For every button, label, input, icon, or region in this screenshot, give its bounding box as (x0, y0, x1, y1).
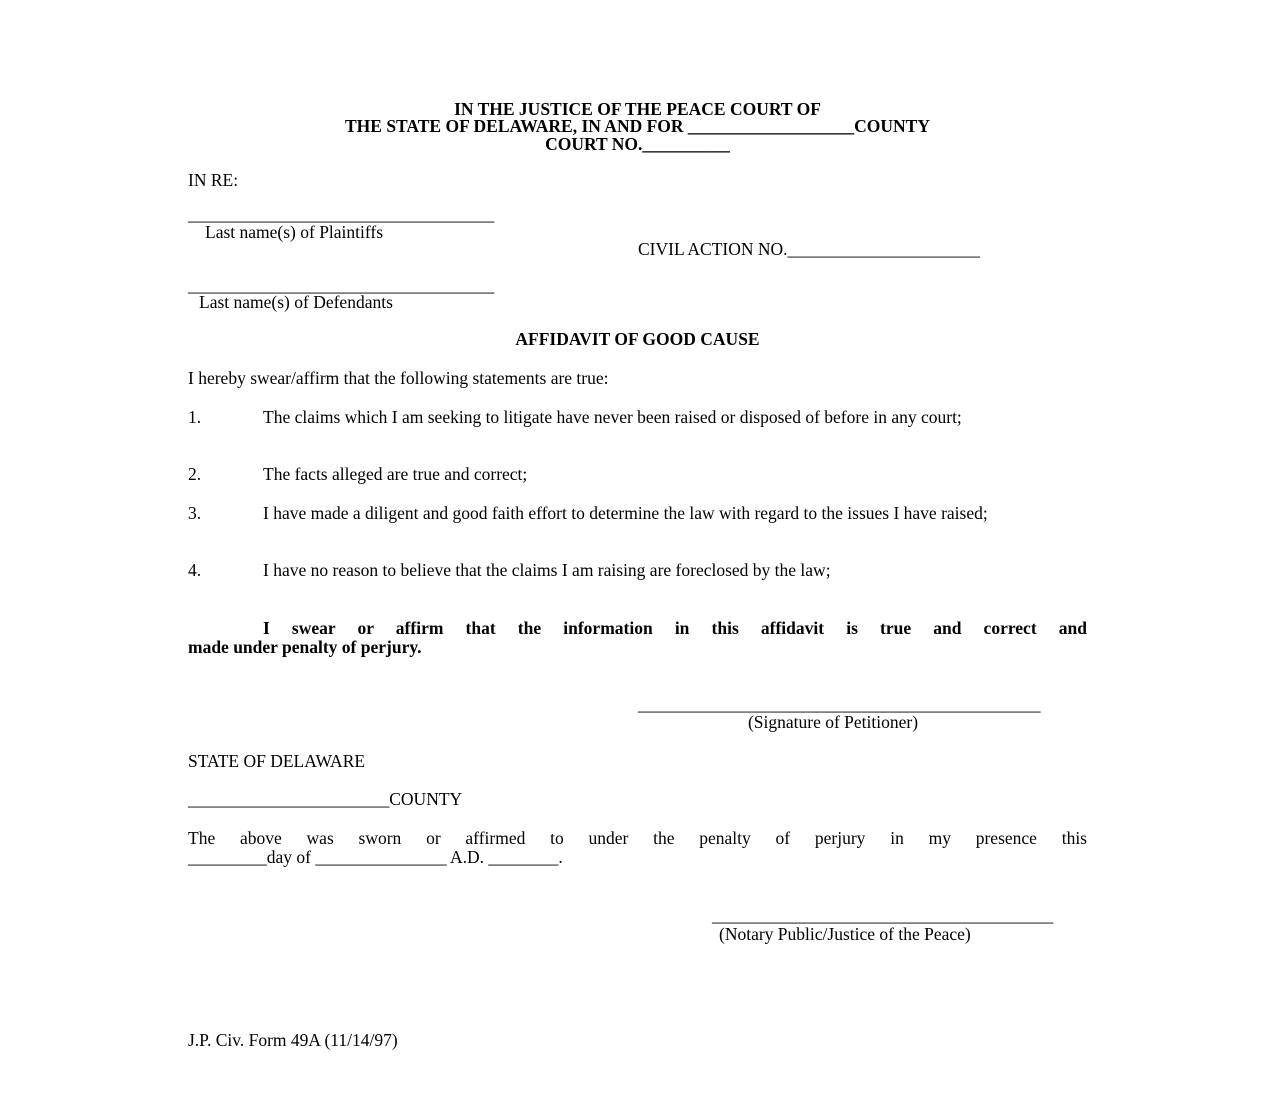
plaintiffs-label: Last name(s) of Plaintiffs (205, 222, 384, 242)
civil-action-number: CIVIL ACTION NO.______________________ (638, 239, 981, 259)
defendants-label: Last name(s) of Defendants (199, 292, 393, 312)
defendants-blank-line: ___________________________________ (188, 275, 495, 295)
affidavit-intro: I hereby swear/affirm that the following statements are true: (188, 368, 609, 388)
court-header-line-2: THE STATE OF DELAWARE, IN AND FOR ___________________COUNTY (344, 116, 930, 136)
oath-line-2: made under penalty of perjury. (188, 637, 422, 657)
sworn-line-2: _________day of _______________ A.D. ________. (188, 847, 563, 867)
statement-text: I have made a diligent and good faith effort to determine the law with regard to the issues I have raised; (263, 503, 988, 523)
notary-signature-line: _______________________________________ (712, 905, 1054, 925)
form-identifier: J.P. Civ. Form 49A (11/14/97) (188, 1030, 398, 1050)
statement-number: 3. (188, 503, 202, 523)
court-header-line-3: COURT NO.__________ (545, 134, 730, 154)
statement-number: 2. (188, 464, 202, 484)
petitioner-signature-line: ______________________________________________ (638, 694, 1041, 714)
sworn-line-1: The above was sworn or affirmed to under the penalty of perjury in my presence this (188, 828, 1087, 848)
state-label: STATE OF DELAWARE (188, 751, 366, 771)
statement-number: 1. (188, 407, 202, 427)
in-re-label: IN RE: (188, 170, 239, 190)
oath-line-1: I swear or affirm that the information in this affidavit is true and correct and (263, 618, 1087, 638)
court-header-line-1: IN THE JUSTICE OF THE PEACE COURT OF (454, 99, 821, 119)
petitioner-signature-label: (Signature of Petitioner) (747, 712, 919, 732)
affidavit-title: AFFIDAVIT OF GOOD CAUSE (515, 329, 760, 349)
county-line: _______________________COUNTY (188, 789, 463, 809)
statement-text: The claims which I am seeking to litigate have never been raised or disposed of before in any court; (263, 407, 962, 427)
statement-number: 4. (188, 560, 202, 580)
statement-text: I have no reason to believe that the claims I am raising are foreclosed by the law; (263, 560, 831, 580)
plaintiffs-blank-line: ___________________________________ (188, 204, 495, 224)
statement-text: The facts alleged are true and correct; (263, 464, 528, 484)
notary-signature-label: (Notary Public/Justice of the Peace) (719, 924, 971, 944)
